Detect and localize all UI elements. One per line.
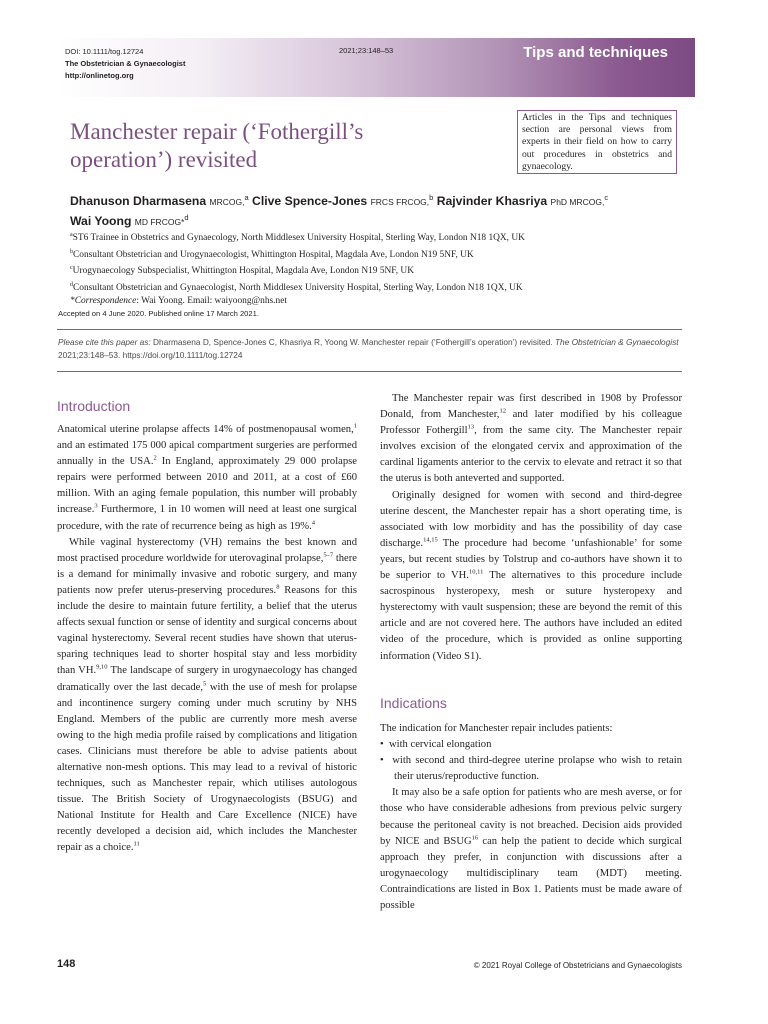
text-run: can help the patient to decide which surgical approach they prefer, in conjunction with discussions after a urogynaecology multidisciplinary team (MDT) meeting. Contraindications are listed in Box 1. Patients must be made aware of possible <box>380 835 683 912</box>
affil-text: Urogynaecology Subspecialist, Whittington Hospital, Magdala Ave, London N19 5NF, UK <box>72 266 414 277</box>
divider-bottom <box>57 371 682 372</box>
right-column-top <box>380 391 682 665</box>
paragraph <box>380 488 682 665</box>
author-name: Clive Spence-Jones <box>252 194 368 209</box>
heading-introduction: Introduction <box>57 398 131 414</box>
author-name: Dhanuson Dharmasena <box>70 194 207 209</box>
affil-mark: b <box>70 248 73 255</box>
affil-mark: c <box>70 265 73 272</box>
ref-mark: 2 <box>153 454 157 462</box>
ref-mark: 4 <box>311 519 315 527</box>
paragraph <box>57 535 357 857</box>
accepted-date: Accepted on 4 June 2020. Published online 17 March 2021. <box>58 309 259 318</box>
text-run: Reasons for this include the desire to maintain future fertility, a belief that the uterus affects sexual function or sense of identity and surgical concerns about vaginal hysterectomy. Several recent studies have shown that uterus-sparing techniques lead to shorter hospital stay and less morbidity than VH. <box>57 584 357 677</box>
issue-citation: 2021;23:148–53 <box>339 46 394 55</box>
ref-mark: 16 <box>471 834 479 842</box>
affil-mark: a <box>70 232 73 238</box>
affil-text: Consultant Obstetrician and Gynaecologist, North Middlesex University Hospital, Sterling Way, London N18 1QX, UK <box>73 282 523 293</box>
author-list <box>70 190 690 230</box>
bullet-dot: • <box>380 739 390 751</box>
ref-mark: 12 <box>499 407 506 415</box>
cite-end: 2021;23:148–53. https://doi.org/10.1111/tog.12724 <box>58 349 243 360</box>
ref-mark: 3 <box>94 502 98 510</box>
author-name: Wai Yoong <box>70 214 132 229</box>
ref-mark: 13 <box>467 423 475 431</box>
copyright: © 2021 Royal College of Obstetricians and Gynaecologists <box>473 961 682 970</box>
left-column <box>57 422 357 857</box>
ref-mark: 11 <box>133 840 140 848</box>
ref-mark: 9,10 <box>96 663 108 671</box>
text-run: The alternatives to this procedure include sacrospinous hysteropexy, mesh or suture hysteropexy and hysterectomy with vault suspension; these are beyond the remit of this article and are not covered here. The authors have included an edited video of the procedure, which is provided as online supporting information (Video S1). <box>380 570 682 662</box>
author-affil-mark: b <box>429 193 434 202</box>
author-affil-mark: d <box>184 213 189 223</box>
author-name: Rajvinder Khasriya <box>436 194 548 209</box>
author-affil-mark: a <box>244 193 249 202</box>
cite-label: Please cite this paper as: <box>58 337 151 347</box>
journal-info <box>65 46 185 82</box>
bullet-dot: • <box>380 755 393 767</box>
ref-mark: 8 <box>276 583 280 591</box>
heading-indications: Indications <box>380 695 447 711</box>
bullet-item <box>380 737 682 753</box>
text-run: Furthermore, 1 in 10 women will need at least one surgical procedure, with the rate of recurrence being as high as 19%. <box>57 504 357 532</box>
text-run: It may also be a safe option for patients who are mesh averse, or for those who have considerable adhesions from previous pelvic surgery because the peritoneal cavity is not breached. Decision aids provided by NICE and BSUG <box>380 787 682 847</box>
bullet-text: with cervical elongation <box>389 739 492 751</box>
journal-url[interactable]: http://onlinetog.org <box>65 71 134 80</box>
text-run: with the use of mesh for prolapse and incontinence surgery coming under much scrutiny by NHS England. Members of the public are currently more mesh averse owing to the high media profile raised by complications and litigation cases. Clinicians must therefore be able to advise patients about alternative non-mesh options. This may lead to a revival of historic techniques, such as Manchester repair, which utilises autologous tissue. The British Society of Urogynaecologists (BSUG) and National Institute for Health and Care Excellence (NICE) have recently developed a decision aid, which includes the Manchester repair as a choice. <box>57 681 357 854</box>
text-run: Originally designed for women with second and third-degree uterine descent, the Manchester repair has a short operating time, is associated with low morbidity and has the possibility of day case discharge. <box>380 489 682 549</box>
author-degrees: MRCOG, <box>209 197 245 208</box>
text-run: and later modified by his colleague Professor Fothergill <box>380 409 682 437</box>
cite-text: Dharmasena D, Spence-Jones C, Khasriya R, Yoong W. Manchester repair (‘Fothergill’s operation’) revisited. <box>150 337 555 347</box>
affil-mark: d <box>70 281 73 288</box>
affiliation <box>70 229 690 246</box>
cite-journal: The Obstetrician & Gynaecologist <box>554 337 679 347</box>
right-column-bottom <box>380 721 682 914</box>
affiliations <box>70 229 690 309</box>
ref-mark: 10,11 <box>468 568 484 576</box>
author-degrees: FRCS FRCOG, <box>370 197 430 208</box>
divider-top <box>57 329 682 330</box>
text-run: The Manchester repair was first described in 1908 by Professor Donald, from Manchester, <box>380 393 682 421</box>
text-run: there is a demand for minimally invasive and robotic surgery, and many patients now prefer uterus-preserving procedures. <box>57 552 357 596</box>
affiliation <box>70 262 690 279</box>
affiliation <box>70 246 690 263</box>
section-label: Tips and techniques <box>523 44 668 61</box>
correspondence-label: *Correspondence <box>70 296 137 307</box>
section-note-box: Articles in the Tips and techniques section are personal views from experts in their field on how to carry out procedures in obstetrics and gynaecology. <box>517 110 677 174</box>
text-run: The landscape of surgery in urogynaecology has changed dramatically over the last decade, <box>57 665 357 693</box>
journal-name: The Obstetrician & Gynaecologist <box>65 59 186 68</box>
text-run: While vaginal hysterectomy (VH) remains the best known and most practised procedure worldwide for uterovaginal prolapse, <box>57 536 357 564</box>
author-degrees: PhD MRCOG, <box>550 197 605 208</box>
bullet-text: with second and third-degree uterine prolapse who wish to retain their uterus/reproductive function. <box>392 755 682 783</box>
ref-mark: 14,15 <box>423 536 438 544</box>
article-title: Manchester repair (‘Fothergill’s operation’) revisited <box>70 119 364 172</box>
author-degrees: MD FRCOG* <box>134 217 185 228</box>
paragraph <box>380 785 682 914</box>
text-run: Anatomical uterine prolapse affects 14% of postmenopausal women, <box>57 424 354 435</box>
text-run: The procedure had become ‘unfashionable’ for some years, but recent studies by Tolstrup and co-authors have shown it to be superior to VH. <box>380 537 682 582</box>
affiliation <box>70 279 690 296</box>
doi: DOI: 10.1111/tog.12724 <box>65 47 144 56</box>
citation-block <box>58 336 680 361</box>
correspondence <box>70 295 690 308</box>
paragraph <box>57 422 357 535</box>
page-number: 148 <box>57 958 76 970</box>
affil-text: Consultant Obstetrician and Urogynaecologist, Whittington Hospital, Magdala Ave, London N19 5NF, UK <box>73 249 474 260</box>
affil-text: ST6 Trainee in Obstetrics and Gynaecology, North Middlesex University Hospital, Sterling Way, London N18 1QX, UK <box>72 233 525 244</box>
ref-mark: 1 <box>353 422 357 430</box>
paragraph <box>380 391 682 488</box>
text-run: , from the same city. The Manchester repair involves excision of the elongated cervix and approximation of the cardinal ligaments anterior to the cervix to elevate and retract it so that the uterus is both anteverted and supported. <box>380 425 682 485</box>
bullet-item <box>380 753 682 785</box>
text-run: In England, approximately 29 000 prolapse repairs were performed between 2010 and 2011, at a cost of £60 million. With an aging female population, this number will probably increase. <box>57 456 357 516</box>
correspondence-text: : Wai Yoong. Email: waiyoong@nhs.net <box>136 296 287 307</box>
author-affil-mark: c <box>604 193 609 202</box>
text-run: and an estimated 175 000 apical compartment surgeries are performed annually in the USA. <box>57 440 357 468</box>
paragraph: The indication for Manchester repair includes patients: <box>380 723 613 734</box>
journal-header-band <box>57 38 695 97</box>
ref-mark: 5 <box>203 679 207 687</box>
ref-mark: 5–7 <box>323 551 334 559</box>
